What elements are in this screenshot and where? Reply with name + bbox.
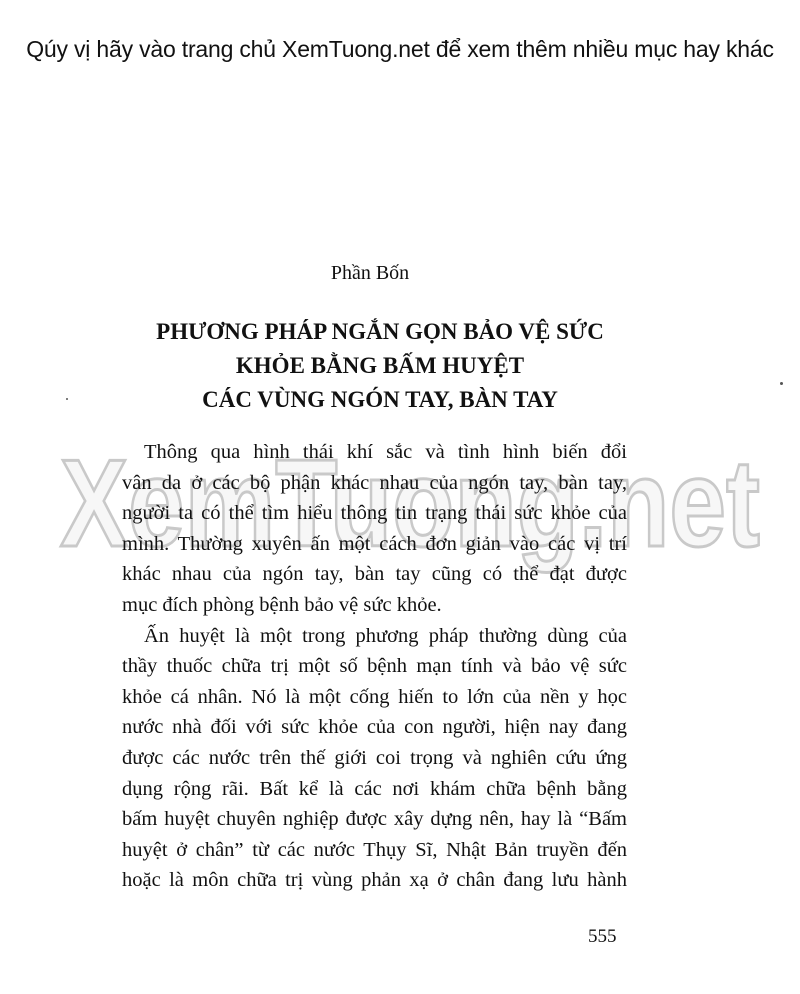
scan-speck xyxy=(780,382,783,385)
body-line: dụng rộng rãi. Bất kể là các nơi khám chữa bệnh bằng xyxy=(122,777,627,800)
watermark-text: XemTuong.net xyxy=(60,435,760,573)
section-label: Phần Bốn xyxy=(330,262,410,284)
body-line: được các nước trên thế giới coi trọng và nghiên cứu ứng xyxy=(122,746,627,769)
body-line: khỏe cá nhân. Nó là một cống hiến to lớn của nền y học xyxy=(122,685,627,708)
chapter-title xyxy=(100,315,660,417)
banner-text-before: Qúy vị hãy vào trang chủ xyxy=(26,36,283,62)
body-line: bấm huyệt chuyên nghiệp được xây dựng nên, hay là “Bấm xyxy=(122,808,627,831)
body-line: Ấn huyệt là một trong phương pháp thường dùng của xyxy=(144,624,627,647)
title-line: KHỎE BẰNG BẤM HUYỆT xyxy=(235,353,525,378)
body-line: thầy thuốc chữa trị một số bệnh mạn tính và bảo vệ sức xyxy=(122,655,627,678)
title-line: CÁC VÙNG NGÓN TAY, BÀN TAY xyxy=(202,387,558,412)
banner-text-after: để xem thêm nhiều mục hay khác xyxy=(429,36,774,62)
body-line: nước nhà đối với sức khỏe của con người, hiện nay đang xyxy=(122,716,627,739)
banner-site-link[interactable]: XemTuong.net xyxy=(282,36,430,62)
body-line: Thông qua hình thái khí sắc và tình hình biến đổi xyxy=(144,441,627,463)
body-line: khác nhau của ngón tay, bàn tay cũng có thể đạt được xyxy=(122,563,627,586)
site-banner xyxy=(0,36,800,63)
body-line: mục đích phòng bệnh bảo vệ sức khỏe. xyxy=(122,593,442,616)
body-line: người ta có thể tìm hiểu thông tin trạng thái sức khỏe của xyxy=(122,502,627,525)
body-line: hoặc là môn chữa trị vùng phản xạ ở chân đang lưu hành xyxy=(122,869,627,892)
title-line: PHƯƠNG PHÁP NGẮN GỌN BẢO VỆ SỨC xyxy=(156,319,604,344)
body-line: huyệt ở chân” từ các nước Thụy Sĩ, Nhật Bản truyền đến xyxy=(122,838,627,861)
scan-speck xyxy=(66,398,68,400)
body-text xyxy=(122,437,627,896)
body-line: mình. Thường xuyên ấn một cách đơn giản vào các vị trí xyxy=(122,532,627,555)
body-line: vân da ở các bộ phận khác nhau của ngón tay, bàn tay, xyxy=(122,471,627,494)
page-number: 555 xyxy=(588,926,617,947)
